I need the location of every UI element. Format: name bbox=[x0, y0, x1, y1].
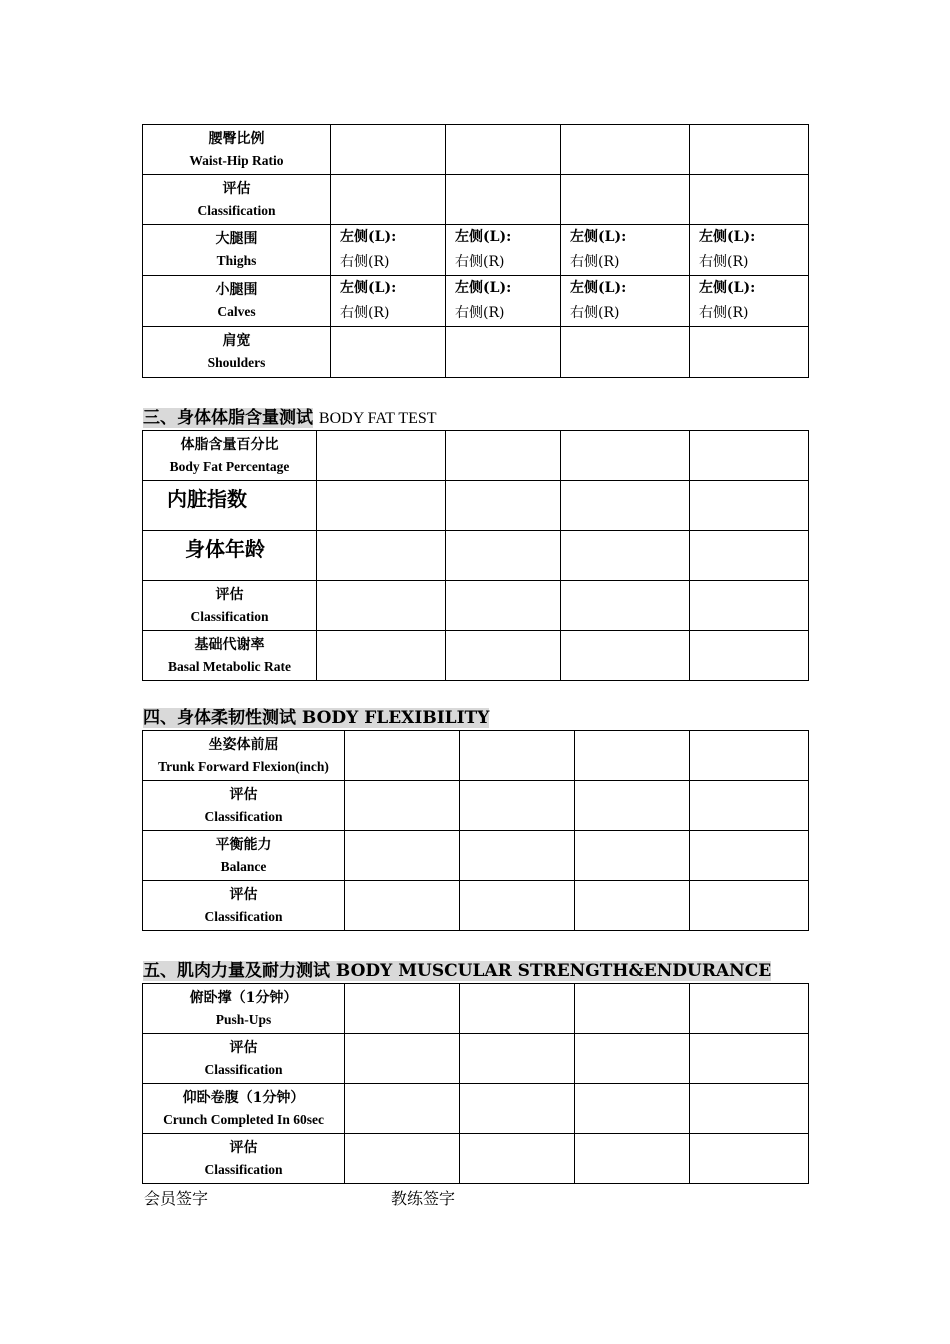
data-cell[interactable] bbox=[345, 781, 460, 831]
table-row bbox=[143, 225, 809, 276]
data-cell[interactable] bbox=[690, 175, 809, 225]
data-cell[interactable] bbox=[446, 125, 561, 175]
strength-table bbox=[142, 983, 809, 1184]
row-label: 平衡能力 Balance bbox=[143, 831, 345, 881]
data-cell[interactable] bbox=[690, 327, 809, 378]
data-cell[interactable] bbox=[446, 431, 561, 481]
left-right-cell[interactable]: 左侧(L): 右侧(R) bbox=[561, 225, 690, 276]
table-row bbox=[143, 881, 809, 931]
table-row bbox=[143, 175, 809, 225]
left-right-cell[interactable]: 左侧(L): 右侧(R) bbox=[446, 225, 561, 276]
data-cell[interactable] bbox=[690, 984, 809, 1034]
data-cell[interactable] bbox=[446, 581, 561, 631]
left-right-cell[interactable]: 左侧(L): 右侧(R) bbox=[561, 276, 690, 327]
data-cell[interactable] bbox=[690, 831, 809, 881]
row-label: 体脂含量百分比 Body Fat Percentage bbox=[143, 431, 317, 481]
data-cell[interactable] bbox=[460, 781, 575, 831]
data-cell[interactable] bbox=[345, 1134, 460, 1184]
section-title-flexibility: 四、身体柔韧性测试 BODY FLEXIBILITY bbox=[143, 708, 490, 728]
table-row bbox=[143, 831, 809, 881]
data-cell[interactable] bbox=[575, 1134, 690, 1184]
data-cell[interactable] bbox=[446, 481, 561, 531]
data-cell[interactable] bbox=[690, 881, 809, 931]
data-cell[interactable] bbox=[690, 581, 809, 631]
data-cell[interactable] bbox=[561, 327, 690, 378]
data-cell[interactable] bbox=[460, 831, 575, 881]
data-cell[interactable] bbox=[460, 1134, 575, 1184]
data-cell[interactable] bbox=[690, 1034, 809, 1084]
data-cell[interactable] bbox=[690, 431, 809, 481]
data-cell[interactable] bbox=[446, 327, 561, 378]
row-label: 评估 Classification bbox=[143, 781, 345, 831]
row-label: 评估 Classification bbox=[143, 1034, 345, 1084]
data-cell[interactable] bbox=[561, 481, 690, 531]
row-label: 仰卧卷腹（1分钟） Crunch Completed In 60sec bbox=[143, 1084, 345, 1134]
row-label: 评估 Classification bbox=[143, 881, 345, 931]
table-row bbox=[143, 984, 809, 1034]
data-cell[interactable] bbox=[345, 1084, 460, 1134]
row-label: 小腿围 Calves bbox=[143, 276, 331, 327]
data-cell[interactable] bbox=[690, 1134, 809, 1184]
left-right-cell[interactable]: 左侧(L): 右侧(R) bbox=[446, 276, 561, 327]
row-label: 身体年龄 bbox=[143, 531, 317, 581]
table-row bbox=[143, 531, 809, 581]
table-row bbox=[143, 781, 809, 831]
table-row bbox=[143, 481, 809, 531]
data-cell[interactable] bbox=[690, 531, 809, 581]
table-row bbox=[143, 1034, 809, 1084]
data-cell[interactable] bbox=[575, 984, 690, 1034]
data-cell[interactable] bbox=[561, 175, 690, 225]
row-label: 俯卧撑（1分钟） Push-Ups bbox=[143, 984, 345, 1034]
data-cell[interactable] bbox=[690, 731, 809, 781]
member-signature-label: 会员签字 bbox=[144, 1189, 209, 1208]
data-cell[interactable] bbox=[690, 631, 809, 681]
left-right-cell[interactable]: 左侧(L): 右侧(R) bbox=[690, 225, 809, 276]
data-cell[interactable] bbox=[460, 1084, 575, 1134]
data-cell[interactable] bbox=[575, 1084, 690, 1134]
data-cell[interactable] bbox=[331, 125, 446, 175]
data-cell[interactable] bbox=[331, 175, 446, 225]
data-cell[interactable] bbox=[317, 631, 446, 681]
data-cell[interactable] bbox=[575, 781, 690, 831]
data-cell[interactable] bbox=[575, 1034, 690, 1084]
data-cell[interactable] bbox=[317, 481, 446, 531]
section-title-strength: 五、肌肉力量及耐力测试 BODY MUSCULAR STRENGTH&ENDURANCE bbox=[143, 961, 772, 981]
table-row bbox=[143, 581, 809, 631]
data-cell[interactable] bbox=[460, 731, 575, 781]
table-row bbox=[143, 431, 809, 481]
data-cell[interactable] bbox=[345, 831, 460, 881]
row-label: 腰臀比例 Waist-Hip Ratio bbox=[143, 125, 331, 175]
data-cell[interactable] bbox=[446, 531, 561, 581]
data-cell[interactable] bbox=[690, 125, 809, 175]
data-cell[interactable] bbox=[331, 327, 446, 378]
data-cell[interactable] bbox=[345, 1034, 460, 1084]
data-cell[interactable] bbox=[690, 781, 809, 831]
data-cell[interactable] bbox=[317, 431, 446, 481]
data-cell[interactable] bbox=[317, 531, 446, 581]
table-row bbox=[143, 327, 809, 378]
section-title-body-fat: 三、身体体脂含量测试 BODY FAT TEST bbox=[143, 408, 437, 428]
table-row bbox=[143, 125, 809, 175]
left-right-cell[interactable]: 左侧(L): 右侧(R) bbox=[331, 225, 446, 276]
row-label: 大腿围 Thighs bbox=[143, 225, 331, 276]
data-cell[interactable] bbox=[575, 731, 690, 781]
data-cell[interactable] bbox=[561, 431, 690, 481]
body-fat-table bbox=[142, 430, 809, 681]
data-cell[interactable] bbox=[446, 631, 561, 681]
data-cell[interactable] bbox=[690, 1084, 809, 1134]
table-row bbox=[143, 731, 809, 781]
row-label: 坐姿体前屈 Trunk Forward Flexion(inch) bbox=[143, 731, 345, 781]
left-right-cell[interactable]: 左侧(L): 右侧(R) bbox=[690, 276, 809, 327]
coach-signature-label: 教练签字 bbox=[391, 1189, 456, 1208]
data-cell[interactable] bbox=[561, 631, 690, 681]
table-row bbox=[143, 1134, 809, 1184]
measurement-table bbox=[142, 124, 809, 378]
data-cell[interactable] bbox=[446, 175, 561, 225]
data-cell[interactable] bbox=[561, 125, 690, 175]
flexibility-table bbox=[142, 730, 809, 931]
data-cell[interactable] bbox=[460, 1034, 575, 1084]
row-label: 评估 Classification bbox=[143, 581, 317, 631]
data-cell[interactable] bbox=[317, 581, 446, 631]
data-cell[interactable] bbox=[460, 881, 575, 931]
data-cell[interactable] bbox=[575, 881, 690, 931]
data-cell[interactable] bbox=[345, 881, 460, 931]
data-cell[interactable] bbox=[561, 531, 690, 581]
data-cell[interactable] bbox=[345, 731, 460, 781]
data-cell[interactable] bbox=[345, 984, 460, 1034]
data-cell[interactable] bbox=[575, 831, 690, 881]
data-cell[interactable] bbox=[561, 581, 690, 631]
table-row bbox=[143, 276, 809, 327]
row-label: 评估 Classification bbox=[143, 175, 331, 225]
row-label: 基础代谢率 Basal Metabolic Rate bbox=[143, 631, 317, 681]
data-cell[interactable] bbox=[460, 984, 575, 1034]
data-cell[interactable] bbox=[690, 481, 809, 531]
table-row bbox=[143, 631, 809, 681]
table-row bbox=[143, 1084, 809, 1134]
row-label: 评估 Classification bbox=[143, 1134, 345, 1184]
row-label: 肩宽 Shoulders bbox=[143, 327, 331, 378]
left-right-cell[interactable]: 左侧(L): 右侧(R) bbox=[331, 276, 446, 327]
row-label: 内脏指数 bbox=[143, 481, 317, 531]
